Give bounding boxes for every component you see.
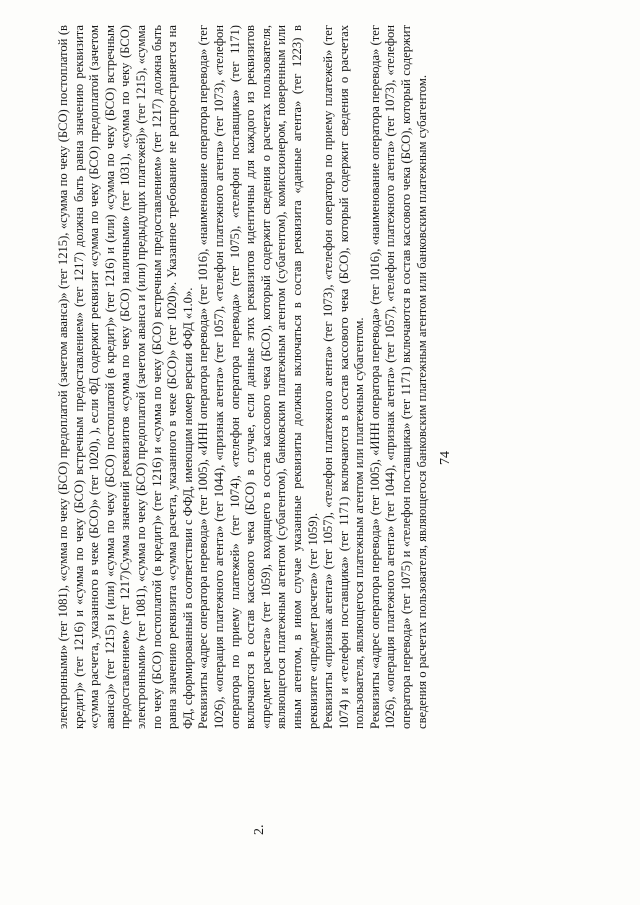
page-number: 74 — [438, 451, 453, 465]
paragraph-payment-agent: Реквизиты «признак агента» (тег 1057), «телефон платежного агента» (тег 1073), «телефон оператора по приему платежей» (тег 1074) и «телефон поставщика» (тег 1171) включаются в состав кассового чека (БСО), который содержит сведения о расчетах пользователя, являющегося платежным агентом или платежным субагентом. — [321, 25, 367, 729]
item-number: 2. — [252, 824, 267, 835]
paragraph-bank-payment-agent: Реквизиты «адрес оператора перевода» (тег 1005), «ИНН оператора перевода» (тег 1016), «наименование оператора перевода» (тег 1026), «операция платежного агента» (тег 1044), «признак агента» (тег 1057), «телефон платежного агента» (тег 1073), «телефон оператора перевода» (тег 1075) и «телефон поставщика» (тег 1171) включаются в состав кассового чека (БСО), который содержит сведения о расчетах пользователя, являющегося банковским платежным агентом или банковским платежным субагентом. — [367, 25, 429, 729]
body-text — [56, 25, 430, 857]
paragraph-continuation: электронными» (тег 1081), «сумма по чеку (БСО) предоплатой (зачетом аванса)» (тег 1215), «сумма по чеку (БСО) постоплатой (в кредит)» (тег 1216) и «сумма по чеку (БСО) встречным предоставлением» (тег 1217) должна быть равна значению реквизита «сумма расчета, указанного в чеке (БСО)» (тег 1020), ), если ФД содержит реквизит «сумма по чеку (БСО) предоплатой (зачетом аванса)» (тег 1215) и (или) «сумма по чеку (БСО) постоплатой (в кредит)» (тег 1216) и (или) «сумма по чеку (БСО) встречным предоставлением» (тег 1217)Сумма значений реквизитов «сумма по чеку (БСО) наличными» (тег 1031), «сумма по чеку (БСО) электронными» (тег 1081), «сумма по чеку (БСО) предоплатой (зачетом аванса и (или) предыдущих платежей)» (тег 1215), «сумма по чеку (БСО) постоплатой (в кредит)» (тег 1216) и «сумма по чеку (БСО) встречным предоставлением» (тег 1217) должна быть равна значению реквизита «сумма расчета, указанного в чеке (БСО)» (тег 1020)». Указанное требование не распространяется на ФД, сформированный в соответствии с ФФД, имеющим номер версии ФФД «1.0». — [56, 25, 195, 729]
paragraph-agent-details: Реквизиты «адрес оператора перевода» (тег 1005), «ИНН оператора перевода» (тег 1016), «наименование оператора перевода» (тег 1026), «операция платежного агента» (тег 1044), «признак агента» (тег 1057), «телефон платежного агента» (тег 1073), «телефон оператора по приему платежей» (тег 1074), «телефон оператора перевода» (тег 1075), «телефон поставщика» (тег 1171) включаются в состав кассового чека (БСО) в случае, если данные этих реквизитов идентичны для каждого из реквизитов «предмет расчета» (тег 1059), входящего в состав кассового чека (БСО), который содержит сведения о расчетах пользователя, являющегося платежным агентом (субагентом), банковским платежным агентом (субагентом), комиссионером, поверенным или иным агентом, в ином случае указанные реквизиты должны включаться в состав реквизита «данные агента» (тег 1223) в реквизите «предмет расчета» (тег 1059). — [196, 25, 320, 729]
